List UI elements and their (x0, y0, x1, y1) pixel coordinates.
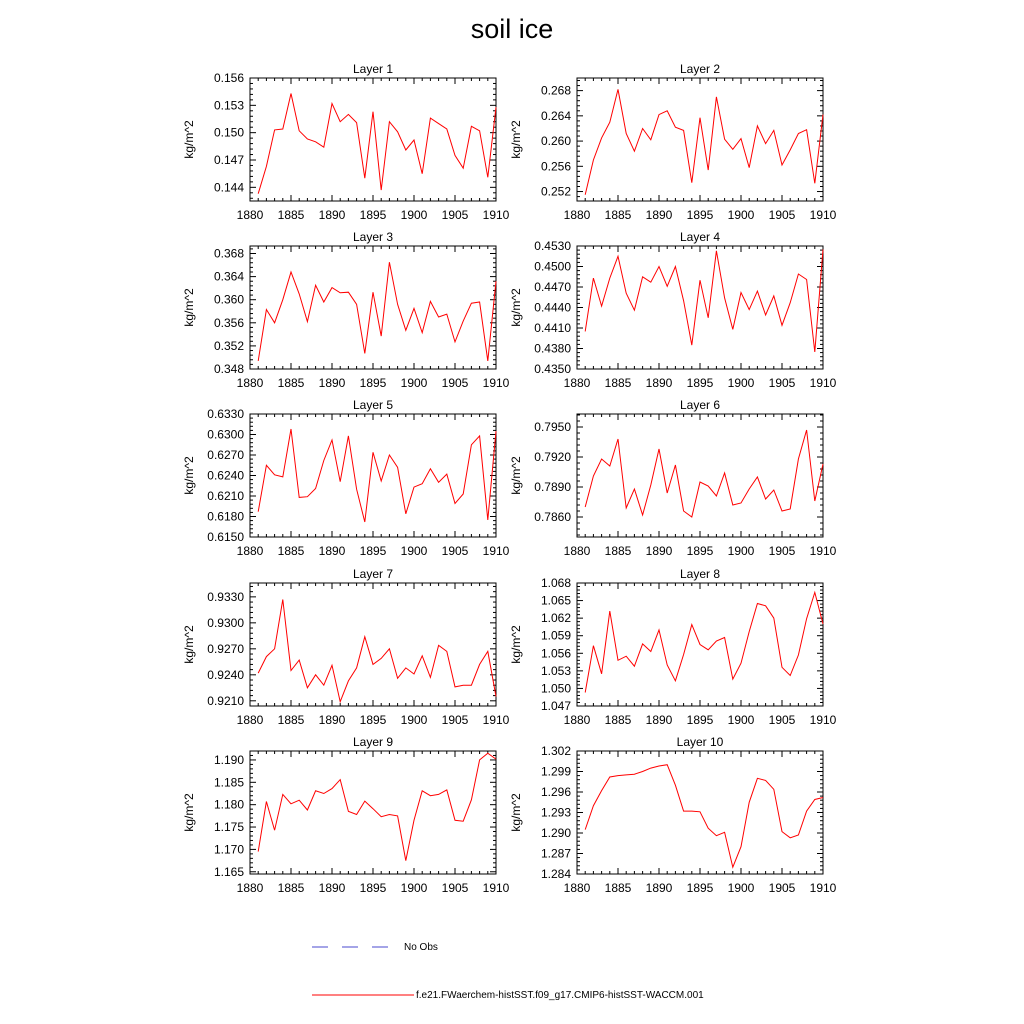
y-tick-label: 1.290 (540, 826, 571, 840)
x-tick-label: 1880 (563, 881, 591, 895)
y-tick-label: 1.170 (213, 842, 244, 857)
y-tick-label: 0.256 (540, 159, 571, 174)
x-tick-label: 1895 (359, 881, 387, 895)
legend-label-no-obs: No Obs (404, 941, 438, 953)
x-tick-label: 1885 (604, 713, 632, 727)
y-tick-label: 1.165 (213, 864, 244, 879)
y-tick-label: 0.6270 (207, 448, 244, 462)
y-tick-label: 0.9240 (207, 667, 244, 682)
x-tick-label: 1900 (727, 713, 755, 727)
y-tick-label: 0.368 (213, 246, 244, 261)
x-tick-label: 1880 (236, 881, 264, 895)
y-tick-label: 0.264 (540, 108, 571, 123)
legend-line-solid (312, 989, 414, 1001)
panel-layer-9 (182, 735, 510, 895)
y-tick-label: 0.4410 (534, 321, 571, 335)
x-tick-label: 1905 (768, 544, 796, 558)
x-tick-label: 1880 (236, 208, 264, 222)
x-tick-label: 1900 (727, 881, 755, 895)
y-axis-label: kg/m^2 (509, 456, 523, 495)
series-line (258, 262, 496, 361)
panel-layer-7 (182, 567, 510, 727)
x-tick-label: 1905 (768, 881, 796, 895)
x-tick-label: 1885 (277, 881, 305, 895)
x-tick-label: 1890 (645, 713, 673, 727)
x-tick-label: 1895 (359, 713, 387, 727)
y-tick-label: 0.6330 (207, 407, 244, 421)
x-tick-label: 1890 (318, 208, 346, 222)
y-tick-label: 0.6180 (207, 509, 244, 524)
x-tick-label: 1890 (318, 376, 346, 390)
x-tick-label: 1905 (768, 376, 796, 390)
x-tick-label: 1905 (441, 376, 469, 390)
y-tick-label: 1.053 (540, 663, 571, 678)
y-tick-label: 1.293 (540, 805, 571, 820)
y-tick-label: 0.4380 (534, 341, 571, 356)
x-tick-label: 1885 (277, 544, 305, 558)
y-tick-label: 1.056 (540, 646, 571, 661)
y-tick-label: 1.284 (540, 867, 571, 881)
y-axis-label: kg/m^2 (182, 288, 196, 327)
y-tick-label: 0.348 (213, 362, 244, 376)
y-tick-label: 0.4470 (534, 280, 571, 294)
x-tick-label: 1905 (768, 713, 796, 727)
plot-frame (250, 246, 496, 369)
y-tick-label: 0.6240 (207, 468, 244, 483)
y-tick-label: 0.4350 (534, 362, 571, 376)
x-tick-label: 1910 (482, 881, 510, 895)
x-tick-label: 1885 (277, 208, 305, 222)
x-tick-label: 1890 (318, 713, 346, 727)
y-tick-label: 0.6150 (207, 530, 244, 544)
x-tick-label: 1880 (563, 208, 591, 222)
y-tick-label: 1.287 (540, 846, 571, 861)
x-tick-label: 1910 (809, 208, 837, 222)
plot-frame (577, 246, 823, 369)
figure-title: soil ice (470, 14, 554, 44)
x-tick-label: 1890 (318, 544, 346, 558)
panel-title: Layer 9 (352, 735, 394, 749)
y-tick-label: 1.302 (540, 744, 571, 758)
x-tick-label: 1890 (645, 544, 673, 558)
y-tick-label: 0.6210 (207, 489, 244, 503)
x-tick-label: 1885 (604, 376, 632, 390)
x-tick-label: 1885 (277, 376, 305, 390)
plot-frame (250, 414, 496, 537)
series-line (585, 89, 823, 194)
y-tick-label: 0.153 (213, 98, 244, 113)
y-tick-label: 1.185 (213, 775, 244, 790)
x-tick-label: 1900 (400, 881, 428, 895)
x-tick-label: 1905 (441, 208, 469, 222)
x-tick-label: 1905 (441, 713, 469, 727)
panel-layer-10 (509, 735, 837, 895)
panel-layer-8 (509, 567, 837, 727)
plot-frame (577, 414, 823, 537)
series-line (258, 94, 496, 194)
panel-title: Layer 5 (352, 398, 394, 412)
panel-title: Layer 8 (679, 567, 721, 581)
x-tick-label: 1885 (604, 208, 632, 222)
x-tick-label: 1900 (727, 544, 755, 558)
x-tick-label: 1900 (400, 376, 428, 390)
x-tick-label: 1900 (400, 208, 428, 222)
y-tick-label: 0.150 (213, 125, 244, 140)
x-tick-label: 1885 (604, 881, 632, 895)
panel-layer-3 (182, 230, 510, 390)
panel-title: Layer 4 (679, 230, 721, 244)
x-tick-label: 1910 (482, 544, 510, 558)
panel-layer-2 (509, 62, 837, 222)
y-axis-label: kg/m^2 (182, 456, 196, 495)
y-axis-label: kg/m^2 (509, 288, 523, 327)
y-tick-label: 1.062 (540, 611, 571, 626)
panel-layer-4 (509, 230, 837, 390)
y-axis-label: kg/m^2 (509, 625, 523, 664)
y-tick-label: 0.4440 (534, 300, 571, 315)
panel-layer-6 (509, 398, 837, 558)
x-tick-label: 1895 (686, 376, 714, 390)
x-tick-label: 1905 (768, 208, 796, 222)
y-tick-label: 0.9270 (207, 641, 244, 656)
y-tick-label: 0.7920 (534, 450, 571, 464)
panel-title: Layer 6 (679, 398, 721, 412)
y-tick-label: 0.9330 (207, 589, 244, 604)
y-tick-label: 0.364 (213, 269, 244, 284)
y-tick-label: 0.156 (213, 71, 244, 85)
y-tick-label: 0.252 (540, 184, 571, 199)
y-tick-label: 0.360 (213, 292, 244, 307)
y-tick-label: 1.296 (540, 785, 571, 799)
x-tick-label: 1905 (441, 544, 469, 558)
series-line (585, 249, 823, 352)
y-tick-label: 0.356 (213, 315, 244, 330)
x-tick-label: 1880 (563, 544, 591, 558)
x-tick-label: 1910 (482, 376, 510, 390)
y-tick-label: 0.9300 (207, 615, 244, 630)
x-tick-label: 1900 (400, 713, 428, 727)
x-tick-label: 1895 (686, 208, 714, 222)
x-tick-label: 1910 (482, 208, 510, 222)
x-tick-label: 1910 (809, 713, 837, 727)
y-axis-label: kg/m^2 (182, 120, 196, 159)
panel-title: Layer 3 (352, 230, 394, 244)
x-tick-label: 1895 (359, 208, 387, 222)
legend-entry-model-run (312, 989, 704, 1003)
series-line (258, 600, 496, 702)
series-line (258, 753, 496, 860)
legend-entry-no-obs (312, 941, 438, 955)
x-tick-label: 1895 (686, 881, 714, 895)
y-tick-label: 0.7890 (534, 480, 571, 494)
y-axis-label: kg/m^2 (182, 793, 196, 832)
x-tick-label: 1890 (645, 208, 673, 222)
y-tick-label: 0.7860 (534, 510, 571, 524)
x-tick-label: 1910 (809, 881, 837, 895)
x-tick-label: 1900 (400, 544, 428, 558)
x-tick-label: 1885 (604, 544, 632, 558)
y-tick-label: 0.9210 (207, 693, 244, 708)
panel-title: Layer 1 (352, 62, 394, 76)
x-tick-label: 1895 (359, 376, 387, 390)
y-tick-label: 1.065 (540, 593, 571, 608)
y-tick-label: 1.059 (540, 628, 571, 643)
y-tick-label: 1.180 (213, 797, 244, 812)
legend-line-dashed (312, 941, 402, 953)
panel-title: Layer 2 (679, 62, 721, 76)
y-tick-label: 0.352 (213, 338, 244, 353)
series-line (258, 429, 496, 522)
y-tick-label: 0.260 (540, 134, 571, 149)
x-tick-label: 1880 (563, 376, 591, 390)
x-tick-label: 1880 (563, 713, 591, 727)
x-tick-label: 1890 (645, 881, 673, 895)
plot-frame (577, 78, 823, 201)
x-tick-label: 1900 (727, 376, 755, 390)
y-tick-label: 0.268 (540, 83, 571, 98)
y-tick-label: 0.4500 (534, 259, 571, 274)
y-axis-label: kg/m^2 (182, 625, 196, 664)
legend-label-model-run: f.e21.FWaerchem-histSST.f09_g17.CMIP6-histSST-WACCM.001 (416, 989, 704, 1001)
series-line (585, 765, 823, 868)
x-tick-label: 1910 (809, 376, 837, 390)
y-tick-label: 1.175 (213, 820, 244, 835)
panel-layer-1 (182, 62, 510, 222)
x-tick-label: 1895 (686, 544, 714, 558)
panel-title: Layer 10 (676, 735, 724, 749)
plot-frame (250, 78, 496, 201)
x-tick-label: 1910 (482, 713, 510, 727)
y-tick-label: 0.144 (213, 180, 244, 195)
x-tick-label: 1890 (645, 376, 673, 390)
x-tick-label: 1895 (686, 713, 714, 727)
y-tick-label: 0.6300 (207, 427, 244, 442)
y-tick-label: 1.190 (213, 752, 244, 767)
x-tick-label: 1880 (236, 544, 264, 558)
plot-frame (250, 751, 496, 874)
panel-title: Layer 7 (352, 567, 394, 581)
y-tick-label: 1.299 (540, 764, 571, 779)
x-tick-label: 1890 (318, 881, 346, 895)
x-tick-label: 1895 (359, 544, 387, 558)
y-tick-label: 1.050 (540, 681, 571, 696)
y-tick-label: 0.7950 (534, 420, 571, 434)
y-axis-label: kg/m^2 (509, 120, 523, 159)
y-axis-label: kg/m^2 (509, 793, 523, 832)
plot-frame (250, 583, 496, 706)
y-tick-label: 1.068 (540, 576, 571, 590)
y-tick-label: 1.047 (540, 699, 571, 713)
x-tick-label: 1885 (277, 713, 305, 727)
x-tick-label: 1880 (236, 713, 264, 727)
x-tick-label: 1880 (236, 376, 264, 390)
x-tick-label: 1900 (727, 208, 755, 222)
x-tick-label: 1905 (441, 881, 469, 895)
panel-layer-5 (182, 398, 510, 558)
y-tick-label: 0.4530 (534, 239, 571, 253)
y-tick-label: 0.147 (213, 153, 244, 167)
series-line (585, 430, 823, 517)
series-line (585, 592, 823, 692)
x-tick-label: 1910 (809, 544, 837, 558)
